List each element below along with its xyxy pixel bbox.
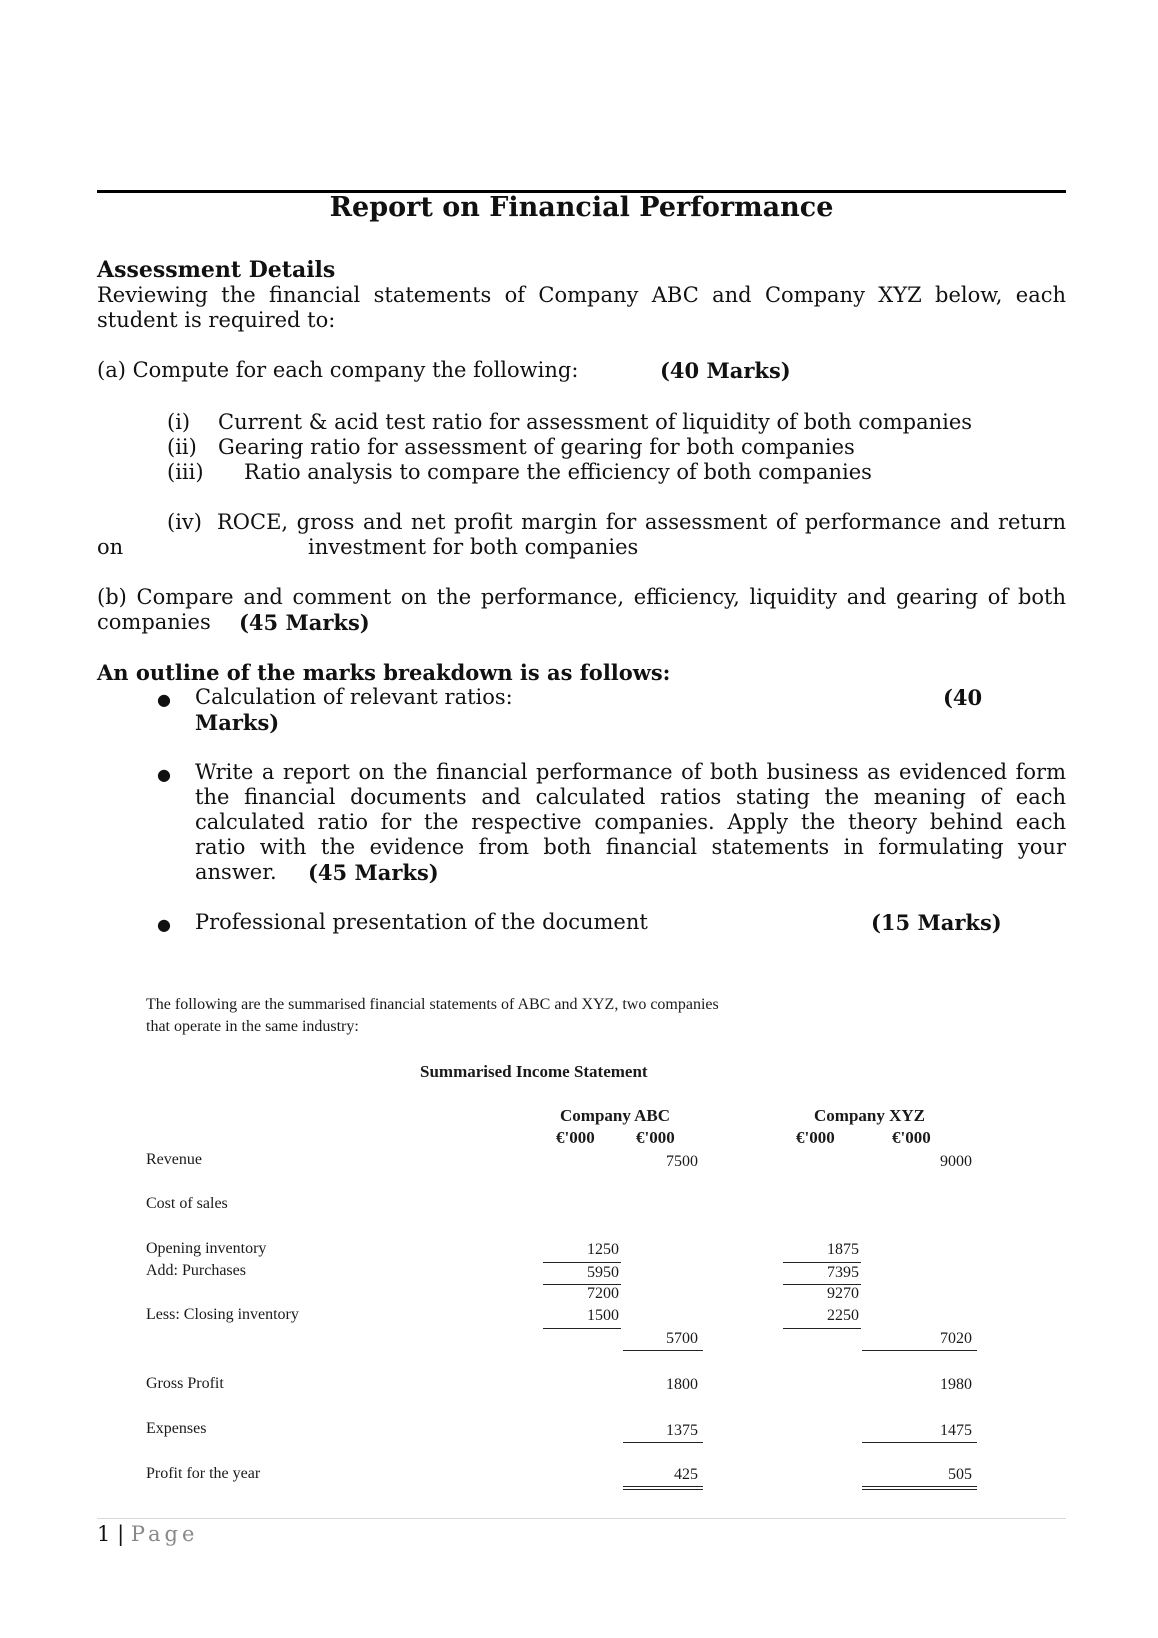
xyz-unit-col2: €'000 [892,1128,931,1147]
xyz-cos-underline [862,1350,977,1351]
page-number: 1 [97,1522,111,1546]
opening-abc: 1250 [587,1241,619,1258]
profit-xyz: 505 [948,1466,972,1483]
footer-rule [97,1518,1066,1519]
abc-cos-underline [623,1350,703,1351]
item-iv-num: (iv) [167,510,202,534]
bullet3-text: Professional presentation of the document [195,910,648,934]
bullet2-last: answer. [195,860,277,884]
assessment-intro-line1: Reviewing the financial statements of Company ABC and Company XYZ below, each [97,283,1066,307]
statement-heading: Summarised Income Statement [420,1062,648,1081]
cost-of-sales-label: Cost of sales [146,1195,228,1212]
closing-xyz: 2250 [827,1307,859,1324]
abc-profit-double-underline [623,1486,703,1490]
abc-closing-underline [543,1328,621,1329]
item-ii-num: (ii) [167,435,197,459]
expenses-xyz: 1475 [940,1422,972,1439]
xyz-opening-underline [783,1262,861,1263]
part-a-text: (a) Compute for each company the following: [97,358,579,382]
abc-unit-col2: €'000 [636,1128,675,1147]
bullet2-line1: Write a report on the financial performance of both business as evidenced form [195,760,1066,784]
bullet2-marks: (45 Marks) [308,860,439,885]
company-abc-header: Company ABC [560,1106,671,1125]
revenue-xyz: 9000 [940,1153,972,1170]
gross-profit-xyz: 1980 [940,1376,972,1393]
item-ii-text: Gearing ratio for assessment of gearing for both companies [218,435,855,459]
revenue-label: Revenue [146,1151,202,1168]
bullet-icon: ● [157,915,171,934]
closing-abc: 1500 [587,1307,619,1324]
opening-xyz: 1875 [827,1241,859,1258]
bullet2-line3: calculated ratio for the respective companies. Apply the theory behind each [195,810,1066,834]
cos-total-abc: 5700 [666,1330,698,1347]
part-b-marks: (45 Marks) [239,610,370,635]
xyz-expenses-underline [862,1442,977,1443]
bullet3-marks: (15 Marks) [871,910,1002,935]
expenses-abc: 1375 [666,1422,698,1439]
abc-expenses-underline [623,1442,703,1443]
document-title: Report on Financial Performance [329,192,834,223]
item-iii-text: Ratio analysis to compare the efficiency of both companies [244,460,872,484]
bullet1-marks-b: Marks) [195,710,280,735]
subtotal-xyz: 9270 [827,1285,859,1302]
bullet2-line2: the financial documents and calculated ratios stating the meaning of each [195,785,1066,809]
item-iv-cont-prefix: on [97,535,124,559]
abc-opening-underline [543,1262,621,1263]
item-iv-text: ROCE, gross and net profit margin for assessment of performance and return [217,510,1066,534]
opening-inventory-label: Opening inventory [146,1240,267,1257]
item-i-text: Current & acid test ratio for assessment of liquidity of both companies [218,410,973,434]
bullet1-marks-a: (40 [943,685,983,710]
item-iii-num: (iii) [167,460,204,484]
outline-heading: An outline of the marks breakdown is as follows: [97,660,671,685]
purchases-label: Add: Purchases [146,1262,246,1279]
xyz-unit-col1: €'000 [796,1128,835,1147]
bullet-icon: ● [157,690,171,709]
closing-inventory-label: Less: Closing inventory [146,1306,299,1323]
assessment-heading: Assessment Details [97,257,336,283]
page-footer [97,1522,198,1546]
part-b-line1: (b) Compare and comment on the performance, efficiency, liquidity and gearing of both [97,585,1066,609]
footer-separator: | [117,1522,125,1546]
xyz-profit-double-underline [862,1486,977,1490]
profit-abc: 425 [674,1466,698,1483]
profit-label: Profit for the year [146,1465,261,1482]
revenue-abc: 7500 [666,1153,698,1170]
bullet-icon: ● [157,765,171,784]
part-a-marks: (40 Marks) [660,358,791,383]
item-iv-cont: investment for both companies [308,535,639,559]
bullet2-line4: ratio with the evidence from both financial statements in formulating your [195,835,1066,859]
part-b-line2: companies [97,610,211,634]
bullet1-text: Calculation of relevant ratios: [195,685,513,709]
company-xyz-header: Company XYZ [814,1106,925,1125]
purchases-xyz: 7395 [827,1264,859,1281]
expenses-label: Expenses [146,1420,207,1437]
subtotal-abc: 7200 [587,1285,619,1302]
abc-unit-col1: €'000 [556,1128,595,1147]
gross-profit-label: Gross Profit [146,1375,224,1392]
statement-intro-line2: that operate in the same industry: [146,1018,359,1035]
statement-intro-line1: The following are the summarised financial statements of ABC and XYZ, two companies [146,996,719,1013]
gross-profit-abc: 1800 [666,1376,698,1393]
xyz-closing-underline [783,1328,861,1329]
page-label: Page [130,1522,199,1546]
cos-total-xyz: 7020 [940,1330,972,1347]
item-i-num: (i) [167,410,191,434]
purchases-abc: 5950 [587,1264,619,1281]
assessment-intro-line2: student is required to: [97,308,336,332]
